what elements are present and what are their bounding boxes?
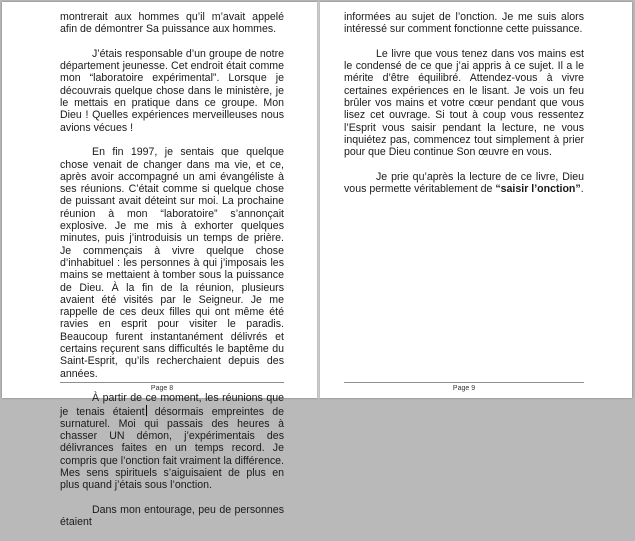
- footer-rule: [60, 382, 284, 383]
- paragraph-text: Je prie qu’après la lecture de ce livre, Dieu vous permette véritablement de: [344, 170, 584, 196]
- page-8-text: [60, 11, 284, 541]
- paragraph: J’étais responsable d’un groupe de notre département jeunesse. Cet endroit était comme mon “laboratoire expérimental”. Lorsque je découvrais quelque chose dans le ministère, je le mettais en pratique dans ce groupe. Mon Dieu ! Quelles expériences merveilleuses nous avions vécues !: [60, 47, 284, 134]
- page-footer: [2, 378, 317, 398]
- page-9[interactable]: [320, 2, 632, 398]
- page-8[interactable]: [2, 2, 317, 529]
- footer-rule: [344, 382, 584, 383]
- page-number: Page 8: [150, 385, 174, 392]
- page-9-text: [344, 11, 584, 208]
- paragraph: [344, 171, 584, 196]
- paragraph: informées au sujet de l’onction. Je me suis alors intéressé sur comment fonctionne cette puissance.: [344, 11, 584, 36]
- paragraph-with-cursor[interactable]: À partir de ce moment, les réunions que je tenais étaient désormais empreintes de surnaturel. Moi qui passais des heures à chasser UN démon, j’expérimentais des délivrances faites en un temps record. Je compris que l’onction fait vraiment la différence. Mes sens spirituels s’aiguisaient de plus en plus quand j’étais sous l’onction.: [60, 392, 284, 492]
- document-viewer[interactable]: [2, 2, 632, 529]
- page-number: Page 9: [452, 385, 476, 392]
- paragraph-text-end: .: [580, 183, 584, 196]
- paragraph: En fin 1997, je sentais que quelque chose venait de changer dans ma vie, et ce, après avoir accompagné un ami évangéliste à ses réunions. C’était comme si quelque chose de puissant avait déteint sur moi. La prochaine réunion à mon “laboratoire” s’annonçait explosive. Je me mis à exhorter quelques minutes, puis j’introduisis un temps de prière. Je commençais à vivre quelque chose d’inhabituel : les personnes à qui j’imposais les mains se mettaient à tomber sous la puissance de Dieu. À la fin de la réunion, plusieurs avaient été visités par le Seigneur. Je me rappelle de ces deux filles qui ont même été ravies en esprit pour visiter le paradis. Beaucoup furent instantanément délivrés et certains reçurent sans difficultés le baptême du Saint-Esprit, qu’ils recherchaient depuis des années.: [60, 146, 284, 380]
- emphasized-phrase: “saisir l’onction”: [495, 183, 581, 196]
- paragraph: Le livre que vous tenez dans vos mains est le condensé de ce que j’ai appris à ce sujet. Il a le mérite d’être équilibré. Attendez-vous à vivre certaines expériences en le lisant. Je vois un feu brûler vos mains et votre cœur pendant que vous lisez cet ouvrage. Si tout à coup vous ressentez l’Esprit vous saisir pendant la lecture, ne vous inquiétez pas, commencez tout simplement à prier pour que Dieu continue Son œuvre en vous.: [344, 47, 584, 159]
- paragraph: montrerait aux hommes qu’il m’avait appelé afin de démontrer Sa puissance aux hommes.: [60, 11, 284, 36]
- text-cursor: [146, 405, 147, 416]
- page-footer: [320, 378, 632, 398]
- paragraph: Dans mon entourage, peu de personnes étaient: [60, 503, 284, 529]
